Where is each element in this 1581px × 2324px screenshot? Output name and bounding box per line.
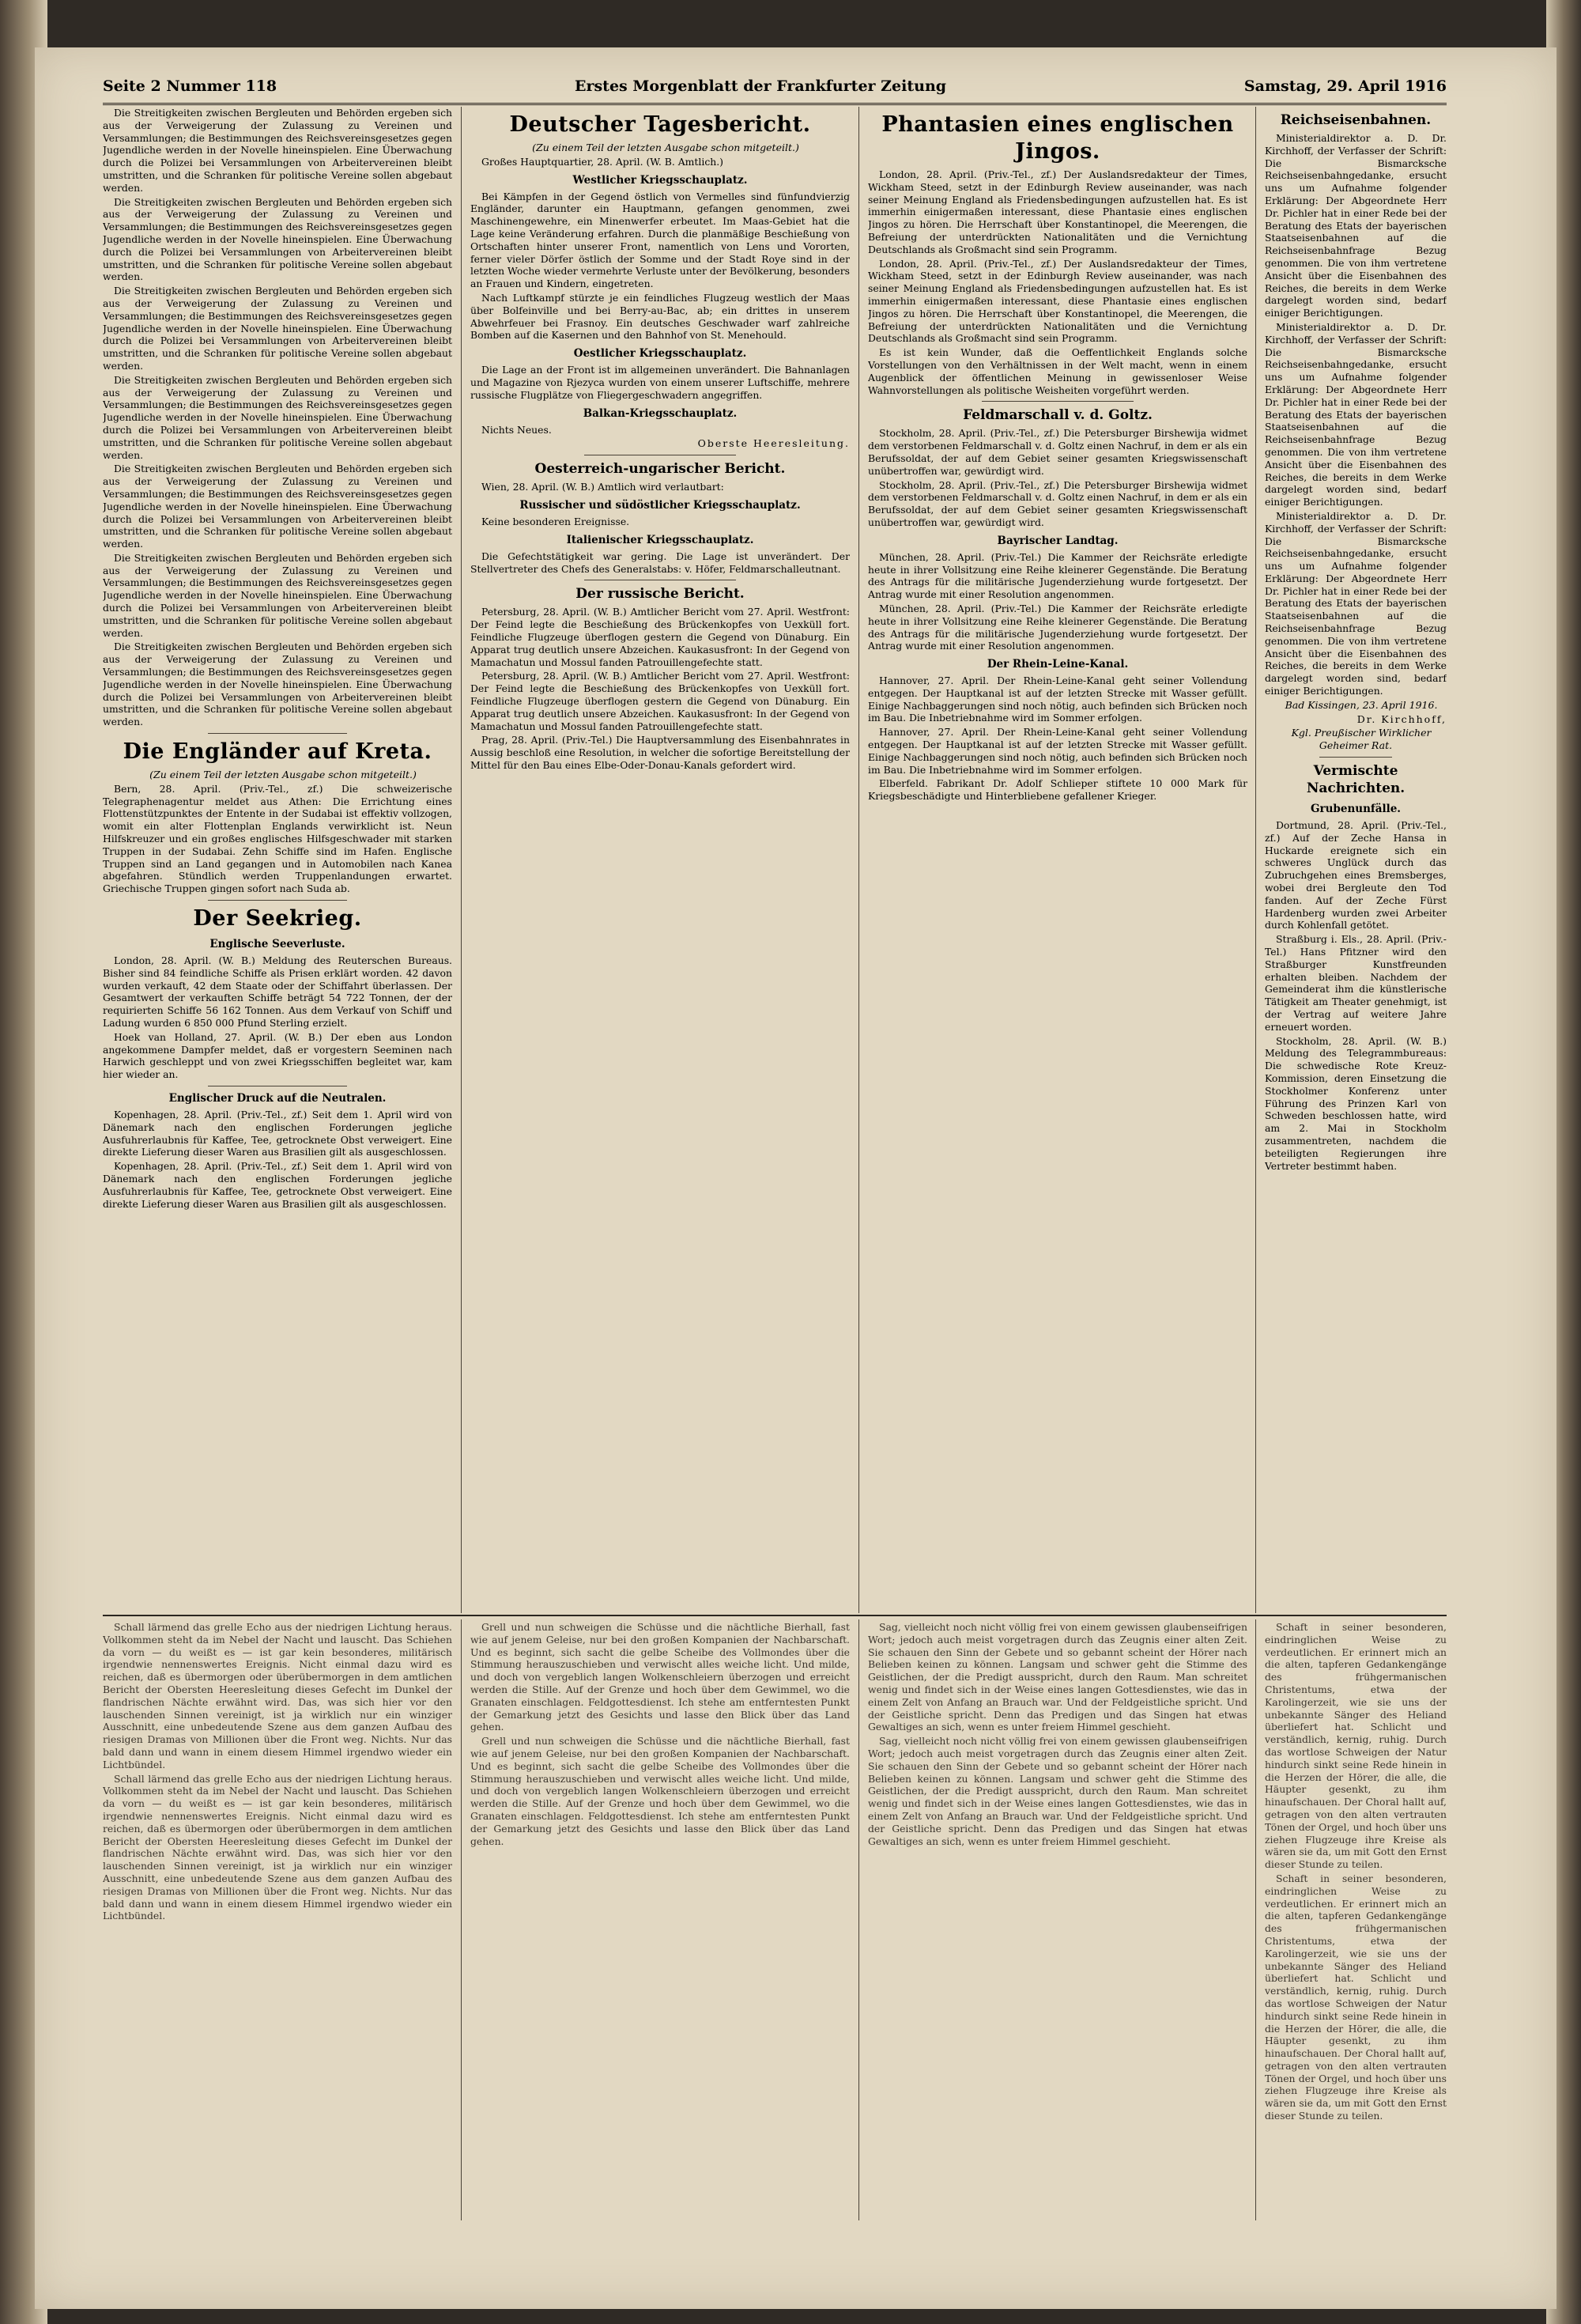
article-elberfeld: Elberfeld. Fabrikant Dr. Adolf Schlieper stiftete 10 000 Mark für Kriegsbeschädigte und Hinterbliebene gefallener Krieger. <box>868 777 1247 803</box>
subhead-russisch-suedoestlich: Russischer und südöstlicher Kriegsschauplatz. <box>519 498 801 512</box>
article-grubenunfaelle: Dortmund, 28. April. (Priv.-Tel., zf.) Auf der Zeche Hansa in Huckarde ereignete sich ein schweres Unglück durch das Zubruchgehen eines Bremsberges, wobei drei Bergleute den Tod fanden. Auf der Zeche Fürst Hardenberg wurden zwei Arbeiter durch Kohlenfall getötet. <box>1265 819 1447 931</box>
article-luftkampf: Nach Luftkampf stürzte je ein feindliches Flugzeug westlich der Maas über Bolfeinville und bei Berry-au-Bac, ab; ein drittes in unserem Abwehrfeuer bei Frasnoy. Ein deutsches Geschwader warf zahlreiche Bomben auf die Kasernen und den Bahnhof von St. Menehould. <box>470 291 850 342</box>
article-kreta: Bern, 28. April. (Priv.-Tel., zf.) Die schweizerische Telegraphenagentur meldet aus Athen: Die Errichtung eines Flottenstützpunktes der Entente in der Sudabai ist effektiv vollzogen, womit ein alter Flottenplan Englands verwirklicht ist. Neun Hilfskreuzer und ein großes englisches Hilfsgeschwader mit starken Truppen in der Sudabai. Zehn Schiffe sind im Hafen. Englische Truppen sind an Land gegangen und in Automobilen nach Kanea abgefahren. Stündlich werden Truppenlandungen erwartet. Griechische Truppen gingen sofort nach Suda ab. <box>103 782 452 895</box>
signature-place-date: Bad Kissingen, 23. April 1916. <box>1285 698 1438 711</box>
article-intro: Die Streitigkeiten zwischen Bergleuten und Behörden ergeben sich aus der Verweigerung der Zulassung zu Vereinen und Versammlungen; die Bestimmungen des Reichsvereinsgesetzes gegen Jugendliche werden in der Novelle hineinspielen. Eine Überwachung durch die Polizei bei Versammlungen von Arbeitervereinen bleibt umstritten, und die Schranken für politische Vereine sollen abgebaut werden. <box>103 107 452 194</box>
article-prag: Prag, 28. April. (Priv.-Tel.) Die Hauptversammlung des Eisenbahnrates in Aussig beschloß eine Resolution, in welcher die sofortige Bereitstellung der Mittel für den Bau eines Elbe-Oder-Donau-Kanals gefordert wird. <box>470 734 850 771</box>
headline-vermischte: Vermischte Nachrichten. <box>1306 763 1406 797</box>
article-reichseisenbahnen: Ministerialdirektor a. D. Dr. Kirchhoff, der Verfasser der Schrift: Die Bismarcksche Reichseisenbahngedanke, ersucht uns um Aufnahme folgender Erklärung: Der Abgeordnete Herr Dr. Pichler hat in einer Rede bei der Beratung des Etats der bayerischen Staatseisenbahnen auf die Reichseisenbahnfrage Bezug genommen. Die von ihm vertretene Ansicht über die Eisenbahnen des Reiches, die bereits in dem Werke dargelegt worden sind, bedarf einiger Berichtigungen. <box>1265 132 1447 319</box>
feuilleton-column-4 <box>1265 1621 1447 2222</box>
article-jingos-continued: London, 28. April. (Priv.-Tel., zf.) Der Auslandsredakteur der Times, Wickham Steed, setzt in der Edinburgh Review auseinander, was nach seiner Meinung England als Friedensbedingungen aufzustellen hat. Es ist immerhin einigermaßen interessant, diese Phantasie eines englischen Jingos zu hören. Die Herrschaft über Konstantinopel, die Meerengen, die Befreiung der unterdrückten Nationalitäten und die Vernichtung Deutschlands als Großmacht sind sein Programm. <box>868 257 1247 345</box>
page-header <box>103 77 1447 105</box>
page-number: Seite 2 Nummer 118 <box>103 77 277 95</box>
subhead-west: Westlicher Kriegsschauplatz. <box>572 173 748 187</box>
article-italien: Die Gefechtstätigkeit war gering. Die Lage ist unverändert. Der Stellvertreter des Chefs des Generalstabs: v. Höfer, Feldmarschalleutnant. <box>470 550 850 575</box>
article-jingos: London, 28. April. (Priv.-Tel., zf.) Der Auslandsredakteur der Times, Wickham Steed, setzt in der Edinburgh Review auseinander, was nach seiner Meinung England als Friedensbedingungen aufzustellen hat. Es ist immerhin einigermaßen interessant, diese Phantasie eines englischen Jingos zu hören. Die Herrschaft über Konstantinopel, die Meerengen, die Befreiung der unterdrückten Nationalitäten und die Vernichtung Deutschlands als Großmacht sind sein Programm. <box>868 168 1247 255</box>
article-landtag-continued: München, 28. April. (Priv.-Tel.) Die Kammer der Reichsräte erledigte heute in ihrer Vollsitzung eine Reihe kleinerer Gegenstände. Die Beratung des Antrags für die militärische Jugenderziehung wurde fortgesetzt. Der Antrag wurde mit einer Resolution angenommen. <box>868 602 1247 652</box>
column-3 <box>868 107 1247 1609</box>
feuilleton-column-2 <box>470 1621 850 2222</box>
article-russisch: Petersburg, 28. April. (W. B.) Amtlicher Bericht vom 27. April. Westfront: Der Feind legte die Beschießung des Brückenkopfes von Uexküll fort. Feindliche Flugzeuge überflogen gestern die Gegend von Dünaburg. Ein Apparat trug deutlich unsere Abzeichen. Kaukasusfront: In der Gegend von Mamachatun und Mossul fanden Patrouillengefechte statt. <box>470 606 850 668</box>
article-oest1: Keine besonderen Ereignisse. <box>481 515 630 527</box>
subhead-ost: Oestlicher Kriegsschauplatz. <box>573 347 747 361</box>
article-goltz: Stockholm, 28. April. (Priv.-Tel., zf.) Die Petersburger Birshewija widmet dem verstorbenen Feldmarschall v. d. Goltz einen Nachruf, in dem er als ein Berufssoldat, der auf dem Gebiet seiner gesamten Kriegswissenschaft unübertroffen war, gewürdigt wird. <box>868 427 1247 477</box>
subhead-grubenunfaelle: Grubenunfälle. <box>1310 803 1402 816</box>
subhead-landtag: Bayrischer Landtag. <box>997 534 1119 547</box>
column-rule <box>858 1619 859 2220</box>
subhead-kanal: Der Rhein-Leine-Kanal. <box>987 658 1129 671</box>
subline-tagesbericht: (Zu einem Teil der letzten Ausgabe schon mitgeteilt.) <box>532 142 799 153</box>
article-reichseisenbahnen-continued: Ministerialdirektor a. D. Dr. Kirchhoff, der Verfasser der Schrift: Die Bismarcksche Reichseisenbahngedanke, ersucht uns um Aufnahme folgender Erklärung: Der Abgeordnete Herr Dr. Pichler hat in einer Rede bei der Beratung des Etats der bayerischen Staatseisenbahnen auf die Reichseisenbahnfrage Bezug genommen. Die von ihm vertretene Ansicht über die Eisenbahnen des Reiches, die bereits in dem Werke dargelegt worden sind, bedarf einiger Berichtigungen. <box>1265 320 1447 508</box>
feuilleton-text: Schall lärmend das grelle Echo aus der niedrigen Lichtung heraus. Vollkommen steht da im Nebel der Nacht und lauscht. Das Schiehen da vorn — du weißt es — ist gar kein besonderes, militärisch irgendwie nennenswertes Ereignis. Nicht einmal dazu wird es reichen, daß es übermorgen oder überübermorgen in dem amtlichen Bericht der Obersten Heeresleitung dieses Gefecht im Dunkel der flandrischen Nächte erwähnt wird. Das, was sich hier vor den lauschenden Sinnen vereinigt, ist ja wirklich nur ein winziger Ausschnitt, eine unbedeutende Szene aus dem ganzen Aufbau des riesigen Dramas von Millionen über die Front weg. Nichts. Nur das bald dann und wann in einem diesem Himmel irgendwo wieder ein Lichtbündel. <box>103 1621 452 1770</box>
article-goltz-continued: Stockholm, 28. April. (Priv.-Tel., zf.) Die Petersburger Birshewija widmet dem verstorbenen Feldmarschall v. d. Goltz einen Nachruf, in dem er als ein Berufssoldat, der auf dem Gebiet seiner gesamten Kriegswissenschaft unübertroffen war, gewürdigt wird. <box>868 478 1247 528</box>
column-rule <box>858 107 859 1613</box>
article-west: Bei Kämpfen in der Gegend östlich von Vermelles sind fünfundvierzig Engländer, darunter ein Hauptmann, gefangen genommen, zwei Maschinengewehre, ein Minenwerfer erbeutet. Im Maas-Gebiet hat die Lage keine Veränderung erfahren. Durch die planmäßige Beschießung von Ortschaften hinter unserer Front, namentlich von Lens und Vororten, ferner vieler Dörfer östlich der Somme und der Stadt Roye sind in der letzten Woche wieder vermehrte Verluste unter der Bevölkerung, besonders an Frauen und Kindern, eingetreten. <box>470 190 850 290</box>
subline-kreta: (Zu einem Teil der letzten Ausgabe schon mitgeteilt.) <box>149 769 417 781</box>
article-balkan: Nichts Neues. <box>481 423 552 436</box>
feuilleton-column-1 <box>103 1621 452 2222</box>
headline-kreta: Die Engländer auf Kreta. <box>123 739 432 765</box>
separator <box>208 900 348 901</box>
feuilleton-text: Grell und nun schweigen die Schüsse und die nächtliche Bierhall, fast wie auf jenem Geleise, nur bei den großen Kompanien der Nachbarschaft. Und es beginnt, sich sacht die gelbe Scheibe des Vollmondes über die Stimmung herauszuschieben und verwischt alles weiche licht. Und milde, und doch von vergeblich langen Wolkenschleiern überzogen und erreicht werden die Stille. Auf der Grenze und hoch über dem Gewimmel, wo die Granaten einschlagen. Feldgottesdienst. Ich stehe am entferntesten Punkt der Gemarkung jetzt des Gesichts und lasse den Blick über das Land gehen. <box>470 1735 850 1847</box>
feuilleton-text: Sag, vielleicht noch nicht völlig frei von einem gewissen glaubenseifrigen Wort; jedoch auch meist vorgetragen durch das Zeugnis einer alten Zeit. Sie schauen den Sinn der Gebete und so gebannt scheint der Hörer nach Belieben keinen zu können. Langsam und schwer geht die Stimme des Geistlichen, der die Predigt ausspricht, durch den Raum. Man schreitet wenig und findet sich in der Weise eines langen Gottesdienstes, wie das in einem Zelt von Anfang an Brauch war. Und der Feldgeistliche spricht. Und der Geistliche spricht. Denn das Predigen und das Singen hat etwas Gewaltiges an sich, wenn es unter freiem Himmel geschieht. <box>868 1621 1247 1733</box>
column-rule <box>461 1619 462 2220</box>
headline-goltz: Feldmarschall v. d. Goltz. <box>963 407 1153 424</box>
feuilleton-column-3 <box>868 1621 1247 2222</box>
feuilleton-divider <box>103 1615 1447 1616</box>
signature-ohl: Oberste Heeresleitung. <box>697 437 850 450</box>
column-4 <box>1265 107 1447 1609</box>
column-1 <box>103 107 452 1609</box>
headline-seekrieg: Der Seekrieg. <box>193 906 362 931</box>
subhead-seeverluste: Englische Seeverluste. <box>209 938 345 951</box>
headline-jingos: Phantasien eines englischen Jingos. <box>881 112 1234 164</box>
headline-oesterreich: Oesterreich-ungarischer Bericht. <box>534 461 786 478</box>
headline-tagesbericht: Deutscher Tagesbericht. <box>509 112 811 137</box>
subhead-italien: Italienischer Kriegsschauplatz. <box>566 533 754 546</box>
article-strassburg: Straßburg i. Els., 28. April. (Priv.-Tel.) Hans Pfitzner wird den Straßburger Kunstfreunden erhalten bleiben. Nachdem der Gemeinderat ihm die künstlerische Tätigkeit am Theater genehmigt, ist der Vertrag auf weitere Jahre erneuert worden. <box>1265 933 1447 1033</box>
article-intro-continued: Die Streitigkeiten zwischen Bergleuten und Behörden ergeben sich aus der Verweigerung der Zulassung zu Vereinen und Versammlungen; die Bestimmungen des Reichsvereinsgesetzes gegen Jugendliche werden in der Novelle hineinspielen. Eine Überwachung durch die Polizei bei Versammlungen von Arbeitervereinen bleibt umstritten, und die Schranken für politische Vereine sollen abgebaut werden. <box>103 195 452 283</box>
article-ost: Die Lage an der Front ist im allgemeinen unverändert. Die Bahnanlagen und Magazine von Rjezyca wurden von einem unserer Luftschiffe, mehrere russische Flugplätze von Fliegergeschwadern angegriffen. <box>470 364 850 401</box>
article-jingos-conclusion: Es ist kein Wunder, daß die Oeffentlichkeit Englands solche Vorstellungen von den Verhältnissen in der Welt macht, wenn in einem Augenblick der öffentlichen Meinung in gewissenloser Weise Wahnvorstellungen als politische Weisheiten vorgeführt werden. <box>868 346 1247 396</box>
article-intro-continued: Die Streitigkeiten zwischen Bergleuten und Behörden ergeben sich aus der Verweigerung der Zulassung zu Vereinen und Versammlungen; die Bestimmungen des Reichsvereinsgesetzes gegen Jugendliche werden in der Novelle hineinspielen. Eine Überwachung durch die Polizei bei Versammlungen von Arbeitervereinen bleibt umstritten, und die Schranken für politische Vereine sollen abgebaut werden. <box>103 373 452 461</box>
column-rule <box>461 107 462 1613</box>
headline-reichseisenbahnen: Reichseisenbahnen. <box>1280 112 1432 128</box>
signature-role: Kgl. Preußischer Wirklicher Geheimer Rat. <box>1291 727 1432 752</box>
feuilleton-text: Sag, vielleicht noch nicht völlig frei von einem gewissen glaubenseifrigen Wort; jedoch auch meist vorgetragen durch das Zeugnis einer alten Zeit. Sie schauen den Sinn der Gebete und so gebannt scheint der Hörer nach Belieben keinen zu können. Langsam und schwer geht die Stimme des Geistlichen, der die Predigt ausspricht, durch den Raum. Man schreitet wenig und findet sich in der Weise eines langen Gottesdienstes, wie das in einem Zelt von Anfang an Brauch war. Und der Feldgeistliche spricht. Und der Geistliche spricht. Denn das Predigen und das Singen hat etwas Gewaltiges an sich, wenn es unter freiem Himmel geschieht. <box>868 1735 1247 1847</box>
masthead-title: Erstes Morgenblatt der Frankfurter Zeitung <box>574 77 947 95</box>
article-seeverluste: London, 28. April. (W. B.) Meldung des Reuterschen Bureaus. Bisher sind 84 feindliche Schiffe als Prisen erklärt worden. 42 davon wurden verkauft, 42 dem Staate oder der Schiffahrt überlassen. Der Gesamtwert der verkauften Schiffe beträgt 54 722 Tonnen, der der requirierten Schiffe 56 162 Tonnen. Aus dem Verkauf von Schiff und Ladung wurden 6 850 000 Pfund Sterling erzielt. <box>103 954 452 1029</box>
subhead-balkan: Balkan-Kriegsschauplatz. <box>583 406 738 420</box>
feuilleton-text: Grell und nun schweigen die Schüsse und die nächtliche Bierhall, fast wie auf jenem Geleise, nur bei den großen Kompanien der Nachbarschaft. Und es beginnt, sich sacht die gelbe Scheibe des Vollmondes über die Stimmung herauszuschieben und verwischt alles weiche licht. Und milde, und doch von vergeblich langen Wolkenschleiern überzogen und erreicht werden die Stille. Auf der Grenze und hoch über dem Gewimmel, wo die Granaten einschlagen. Feldgottesdienst. Ich stehe am entferntesten Punkt der Gemarkung jetzt des Gesichts und lasse den Blick über das Land gehen. <box>470 1621 850 1733</box>
article-hoek: Hoek van Holland, 27. April. (W. B.) Der eben aus London angekommene Dampfer meldet, daß er vorgestern Seeminen nach Harwich geschleppt und von zwei Kriegsschiffen begleitet war, kam hier wieder an. <box>103 1030 452 1081</box>
article-kanal: Hannover, 27. April. Der Rhein-Leine-Kanal geht seiner Vollendung entgegen. Der Hauptkanal ist auf der letzten Strecke mit Wasser gefüllt. Einige Nachbaggerungen sind noch nötig, auch befinden sich Brücken noch im Bau. Die Inbetriebnahme wird im Sommer erfolgen. <box>868 675 1247 724</box>
article-intro-continued: Die Streitigkeiten zwischen Bergleuten und Behörden ergeben sich aus der Verweigerung der Zulassung zu Vereinen und Versammlungen; die Bestimmungen des Reichsvereinsgesetzes gegen Jugendliche werden in der Novelle hineinspielen. Eine Überwachung durch die Polizei bei Versammlungen von Arbeitervereinen bleibt umstritten, und die Schranken für politische Vereine sollen abgebaut werden. <box>103 551 452 639</box>
hq-line: Großes Hauptquartier, 28. April. (W. B. Amtlich.) <box>481 155 724 168</box>
feuilleton-text: Schaft in seiner besonderen, eindringlichen Weise zu verdeutlichen. Er erinnert mich an die alten, tapferen Gedankengänge des frühgermanischen Christentums, etwa der Karolingerzeit, wie sie uns der unbekannte Sänger des Heliand überliefert hat. Schlicht und verständlich, kernig, ruhig. Durch das wortlose Schweigen der Natur hindurch sinkt seine Rede hinein in die Herzen der Hörer, die alle, die Häupter gesenkt, zu ihm hinaufschauen. Der Choral hallt auf, getragen von den alten vertrauten Tönen der Orgel, und hoch über uns ziehen Flugzeuge ihre Kreise als wären sie da, um mit Gott den Ernst dieser Stunde zu teilen. <box>1265 1872 1447 2122</box>
signature-name: Dr. Kirchhoff, <box>1356 712 1447 725</box>
separator <box>208 733 348 734</box>
column-rule <box>1255 107 1256 1613</box>
article-druck-continued: Kopenhagen, 28. April. (Priv.-Tel., zf.) Seit dem 1. April wird von Dänemark nach den englischen Forderungen jegliche Ausfuhrerlaubnis für Kaffee, Tee, getrocknete Obst verweigert. Eine direkte Lieferung dieser Waren aus Brasilien gilt als ausgeschlossen. <box>103 1160 452 1210</box>
column-rule <box>1255 1619 1256 2220</box>
article-reichseisenbahnen-continued: Ministerialdirektor a. D. Dr. Kirchhoff, der Verfasser der Schrift: Die Bismarcksche Reichseisenbahngedanke, ersucht uns um Aufnahme folgender Erklärung: Der Abgeordnete Herr Dr. Pichler hat in einer Rede bei der Beratung des Etats der bayerischen Staatseisenbahnen auf die Reichseisenbahnfrage Bezug genommen. Die von ihm vertretene Ansicht über die Eisenbahnen des Reiches, die bereits in dem Werke dargelegt worden sind, bedarf einiger Berichtigungen. <box>1265 509 1447 697</box>
article-kanal-continued: Hannover, 27. April. Der Rhein-Leine-Kanal geht seiner Vollendung entgegen. Der Hauptkanal ist auf der letzten Strecke mit Wasser gefüllt. Einige Nachbaggerungen sind noch nötig, auch befinden sich Brücken noch im Bau. Die Inbetriebnahme wird im Sommer erfolgen. <box>868 726 1247 776</box>
article-intro-continued: Die Streitigkeiten zwischen Bergleuten und Behörden ergeben sich aus der Verweigerung der Zulassung zu Vereinen und Versammlungen; die Bestimmungen des Reichsvereinsgesetzes gegen Jugendliche werden in der Novelle hineinspielen. Eine Überwachung durch die Polizei bei Versammlungen von Arbeitervereinen bleibt umstritten, und die Schranken für politische Vereine sollen abgebaut werden. <box>103 463 452 550</box>
article-intro-continued: Die Streitigkeiten zwischen Bergleuten und Behörden ergeben sich aus der Verweigerung der Zulassung zu Vereinen und Versammlungen; die Bestimmungen des Reichsvereinsgesetzes gegen Jugendliche werden in der Novelle hineinspielen. Eine Überwachung durch die Polizei bei Versammlungen von Arbeitervereinen bleibt umstritten, und die Schranken für politische Vereine sollen abgebaut werden. <box>103 641 452 728</box>
article-stockholm: Stockholm, 28. April. (W. B.) Meldung des Telegrammbureaus: Die schwedische Rote Kreuz-Kommission, deren Einsetzung die Stockholmer Konferenz unter Führung des Prinzen Karl von Schweden beschlossen hatte, wird am 2. Mai in Stockholm zusammentreten, nachdem die beteiligten Regierungen ihre Vertreter bestimmt haben. <box>1265 1034 1447 1172</box>
issue-date: Samstag, 29. April 1916 <box>1243 77 1447 95</box>
feuilleton-text: Schaft in seiner besonderen, eindringlichen Weise zu verdeutlichen. Er erinnert mich an die alten, tapferen Gedankengänge des frühgermanischen Christentums, etwa der Karolingerzeit, wie sie uns der unbekannte Sänger des Heliand überliefert hat. Schlicht und verständlich, kernig, ruhig. Durch das wortlose Schweigen der Natur hindurch sinkt seine Rede hinein in die Herzen der Hörer, die alle, die Häupter gesenkt, zu ihm hinaufschauen. Der Choral hallt auf, getragen von den alten vertrauten Tönen der Orgel, und hoch über uns ziehen Flugzeuge ihre Kreise als wären sie da, um mit Gott den Ernst dieser Stunde zu teilen. <box>1265 1621 1447 1871</box>
article-russisch-continued: Petersburg, 28. April. (W. B.) Amtlicher Bericht vom 27. April. Westfront: Der Feind legte die Beschießung des Brückenkopfes von Uexküll fort. Feindliche Flugzeuge überflogen gestern die Gegend von Dünaburg. Ein Apparat trug deutlich unsere Abzeichen. Kaukasusfront: In der Gegend von Mamachatun und Mossul fanden Patrouillengefechte statt. <box>470 670 850 732</box>
headline-russisch: Der russische Bericht. <box>575 586 745 603</box>
feuilleton-text: Schall lärmend das grelle Echo aus der niedrigen Lichtung heraus. Vollkommen steht da im Nebel der Nacht und lauscht. Das Schiehen da vorn — du weißt es — ist gar kein besonderes, militärisch irgendwie nennenswertes Ereignis. Nicht einmal dazu wird es reichen, daß es übermorgen oder überübermorgen in dem amtlichen Bericht der Obersten Heeresleitung dieses Gefecht im Dunkel der flandrischen Nächte erwähnt wird. Das, was sich hier vor den lauschenden Sinnen vereinigt, ist ja wirklich nur ein winziger Ausschnitt, eine unbedeutende Szene aus dem ganzen Aufbau des riesigen Dramas von Millionen über die Front weg. Nichts. Nur das bald dann und wann in einem diesem Himmel irgendwo wieder ein Lichtbündel. <box>103 1772 452 1922</box>
subhead-druck: Englischer Druck auf die Neutralen. <box>168 1091 387 1105</box>
separator <box>1319 757 1392 758</box>
article-intro-continued: Die Streitigkeiten zwischen Bergleuten und Behörden ergeben sich aus der Verweigerung der Zulassung zu Vereinen und Versammlungen; die Bestimmungen des Reichsvereinsgesetzes gegen Jugendliche werden in der Novelle hineinspielen. Eine Überwachung durch die Polizei bei Versammlungen von Arbeitervereinen bleibt umstritten, und die Schranken für politische Vereine sollen abgebaut werden. <box>103 285 452 372</box>
article-druck: Kopenhagen, 28. April. (Priv.-Tel., zf.) Seit dem 1. April wird von Dänemark nach den englischen Forderungen jegliche Ausfuhrerlaubnis für Kaffee, Tee, getrocknete Obst verweigert. Eine direkte Lieferung dieser Waren aus Brasilien gilt als ausgeschlossen. <box>103 1108 452 1158</box>
oest-line: Wien, 28. April. (W. B.) Amtlich wird verlautbart: <box>481 481 724 493</box>
separator <box>982 401 1134 402</box>
column-2 <box>470 107 850 1609</box>
article-landtag: München, 28. April. (Priv.-Tel.) Die Kammer der Reichsräte erledigte heute in ihrer Vollsitzung eine Reihe kleinerer Gegenstände. Die Beratung des Antrags für die militärische Jugenderziehung wurde fortgesetzt. Der Antrag wurde mit einer Resolution angenommen. <box>868 550 1247 601</box>
